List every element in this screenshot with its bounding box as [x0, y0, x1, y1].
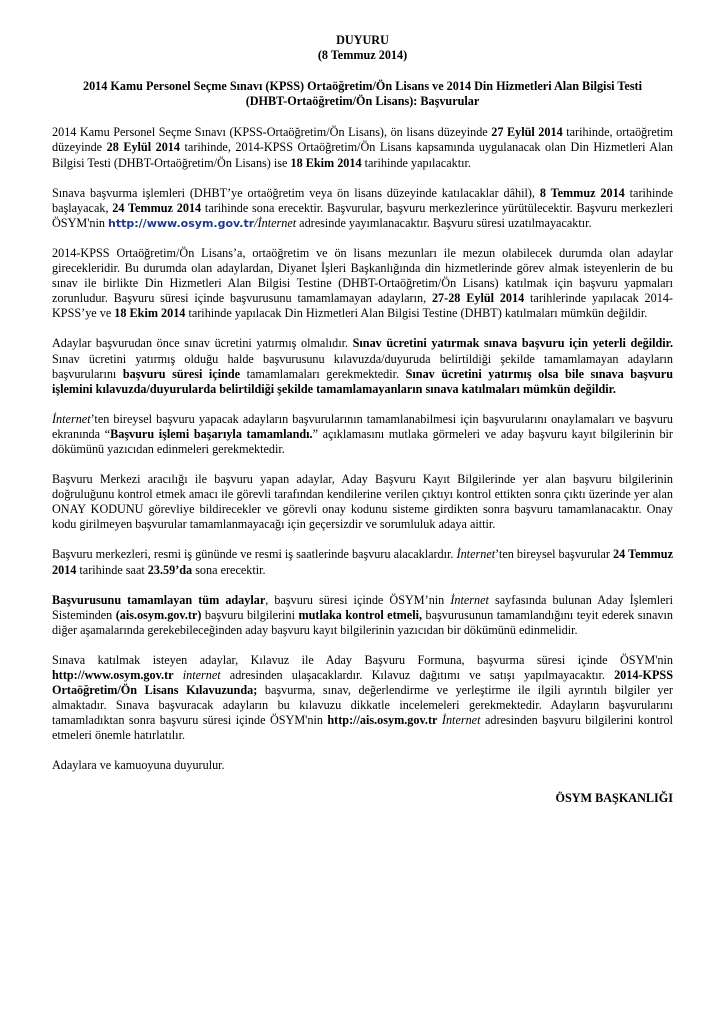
text: başvurma, sınav, değerlendirme ve yerleştirme ile ilgili ayrıntılı bilgiler yer almaktadır. Sınava başvuracak adayların bu kılavuzu dikkatle incelemeleri gerekmektedir. Adayların başvurularını tamamladıktan sonra başvuru süresi içinde ÖSYM'nin — [52, 683, 673, 728]
date-bold: 24 Temmuz 2014 — [112, 200, 202, 215]
paragraph-exam-dates — [52, 125, 673, 170]
text: tarihinde sona erecektir. Başvurular, başvuru merkezlerince yürütülecektir. Başvuru merkezleri ÖSYM'nin — [52, 200, 673, 230]
osym-website-link[interactable]: http://www.osym.gov.tr — [108, 216, 255, 230]
date-bold: 27 Eylül 2014 — [491, 125, 563, 140]
text: tarihinde başlayacak, — [52, 185, 673, 215]
text-italic: İnternet — [456, 547, 496, 562]
text-bold: mutlaka kontrol etmeli, — [298, 607, 423, 622]
text: Adaylara ve kamuoyuna duyurulur. — [52, 758, 225, 773]
text: ’ten bireysel başvuru yapacak adayların başvurularının tamamlanabilmesi için başvurularını onaylamaları ve başvuru ekranında “ — [52, 411, 673, 441]
paragraph-exam-fee — [52, 336, 673, 396]
paragraph-eligibility — [52, 246, 673, 321]
text: başvuru bilgilerini — [201, 607, 299, 622]
paragraph-deadline — [52, 547, 673, 577]
document-date: (8 Temmuz 2014) — [317, 48, 408, 63]
text: başvurusunun tamamlandığını teyit ederek sınavın diğer aşamalarında gerekebileceğinden aday başvuru kayıt bilgilerinin yazıcıdan bir dökümünü edinmelidir. — [52, 607, 673, 637]
text-bold: 2014-KPSS Ortaöğretim/Ön Lisans Kılavuzunda; — [52, 668, 673, 698]
date-bold: 18 Ekim 2014 — [290, 155, 362, 170]
paragraph-internet-application — [52, 412, 673, 457]
text-bold: Başvurusunu tamamlayan tüm adaylar — [52, 592, 266, 607]
text-italic: İnternet — [450, 592, 489, 607]
subject-line-1: 2014 Kamu Personel Seçme Sınavı (KPSS) Ortaöğretim/Ön Lisans ve 2014 Din Hizmetleri Alan Bilgisi Testi — [82, 79, 643, 94]
text: adresinde yayımlanacaktır. Başvuru süresi uzatılmayacaktır. — [296, 215, 592, 230]
paragraph-application-center — [52, 472, 673, 532]
text: adresinden başvuru bilgilerini kontrol etmeleri önemle hatırlatılır. — [52, 713, 673, 743]
ais-link-bold: (ais.osym.gov.tr) — [115, 607, 202, 622]
text: tarihinde yapılacak Din Hizmetleri Alan Bilgisi Testine (DHBT) katılmaları mümkün değildir. — [185, 306, 648, 321]
text: tamamlamaları gerekmektedir. — [240, 366, 406, 381]
text-bold: Başvuru işlemi başarıyla tamamlandı. — [110, 426, 313, 441]
text: Adaylar başvurudan önce sınav ücretini yatırmış olmalıdır. — [52, 336, 353, 351]
signature: ÖSYM BAŞKANLIĞI — [555, 790, 673, 805]
text: Başvuru merkezleri, resmi iş gününde ve resmi iş saatlerinde başvuru alacaklardır. — [52, 547, 457, 562]
text: Sınav ücretini yatırmış olduğu halde başvurusunu kılavuzda/duyuruda belirtildiği şekilde tamamlamayan adayların başvurularını — [52, 351, 673, 381]
text: 2014 Kamu Personel Seçme Sınavı (KPSS-Ortaöğretim/Ön Lisans), ön lisans düzeyinde — [52, 125, 492, 140]
text: ’ten bireysel başvurular — [495, 547, 614, 562]
text: Başvuru Merkezi aracılığı ile başvuru yapan adaylar, Aday Başvuru Kayıt Bilgilerinde yer alan başvuru bilgilerinin doğruluğunu kontrol etmek amacı ile görevli tarafından kendilerine verilen çıktıyı kontrol ettikten sonra çıktı üzerinde yer alan ONAY KODUNU görevliye bildirecekler ve görevli onay kodunu sisteme girdikten sonra başvuru tamamlanacaktır. Onay kodu girilmeyen başvurular tamamlanmayacağı için geçersizdir ve sorumluluk adaya aittir. — [52, 472, 673, 532]
text: tarihinde, ortaöğretim düzeyinde — [52, 125, 673, 155]
date-bold: 8 Temmuz 2014 — [539, 185, 625, 200]
paragraph-guide — [52, 653, 673, 744]
date-bold: 27-28 Eylül 2014 — [431, 291, 525, 306]
document-subject — [52, 79, 673, 109]
paragraph-closing — [52, 758, 673, 773]
paragraph-verify-application — [52, 593, 673, 638]
text: , başvuru süresi içinde ÖSYM’nin — [265, 592, 451, 607]
subject-line-2: (DHBT-Ortaöğretim/Ön Lisans): Başvurular — [245, 94, 480, 109]
text: sayfasında bulunan Aday İşlemleri Sisteminden — [52, 592, 673, 622]
paragraph-application-period — [52, 186, 673, 231]
text: Sınava katılmak isteyen adaylar, Kılavuz ile Aday Başvuru Formuna, başvurma süresi içinde ÖSYM'nin — [52, 652, 673, 667]
text-bold: Sınav ücretini yatırmış olsa bile sınava başvuru işlemini kılavuzda/duyurularda belirtildiği şekilde tamamlamayanların sınava katılmaları mümkün değildir. — [52, 366, 673, 396]
text-italic: İnternet — [52, 411, 91, 426]
date-bold: 28 Eylül 2014 — [106, 140, 180, 155]
date-bold: 24 Temmuz 2014 — [52, 547, 673, 577]
time-bold: 23.59’da — [147, 562, 193, 577]
osym-website-link[interactable]: http://www.osym.gov.tr — [52, 668, 174, 682]
text-italic: İnternet — [437, 713, 481, 728]
text: tarihinde saat — [76, 562, 148, 577]
text-italic: internet — [173, 668, 221, 682]
text: 2014-KPSS Ortaöğretim/Ön Lisans’a, ortaöğretim ve ön lisans mezunları ile mezun olabilecek durumda olan adaylar girecekleridir. Bu durumda olan adaylardan, Diyanet İşleri Başkanlığında din hizmetlerinde görev almak isteyenlerin de bu sınav ile birlikte Din Hizmetleri Alan Bilgisi Testine (DHBT-Ortaöğretim/Ön Lisans) katılmak için başvuru yapmaları zorunludur. Başvuru süresi içinde başvurusunu tamamlamayan adayların, — [52, 245, 673, 306]
text: adresinden ulaşacaklardır. Kılavuz dağıtımı ve satışı yapılmayacaktır. — [220, 668, 615, 682]
text: tarihlerinde yapılacak 2014-KPSS’ye ve — [52, 291, 673, 321]
date-bold: 18 Ekim 2014 — [114, 306, 186, 321]
announcement-document — [52, 33, 673, 806]
text-bold: Sınav ücretini yatırmak sınava başvuru için yeterli değildir. — [352, 336, 674, 351]
document-title: DUYURU — [336, 33, 389, 47]
text-bold: başvuru süresi içinde — [122, 366, 241, 381]
text: ” açıklamasını mutlaka görmeleri ve aday başvuru kayıt bilgilerinin bir dökümünü yazıcıdan edinmeleri gerekmektedir. — [52, 426, 673, 456]
text-italic: /İnternet — [254, 215, 297, 230]
text: Sınava başvurma işlemleri (DHBT’ye ortaöğretim veya ön lisans düzeyinde katılacaklar dâhil), — [52, 185, 540, 200]
text: tarihinde, 2014-KPSS Ortaöğretim/Ön Lisans kapsamında uygulanacak olan Din Hizmetleri Alan Bilgisi Testi (DHBT-Ortaöğretim/Ön Lisans) ise — [52, 140, 673, 170]
ais-website-link[interactable]: http://ais.osym.gov.tr — [327, 713, 438, 728]
text: sona erecektir. — [192, 562, 266, 577]
text: tarihinde yapılacaktır. — [361, 155, 471, 170]
